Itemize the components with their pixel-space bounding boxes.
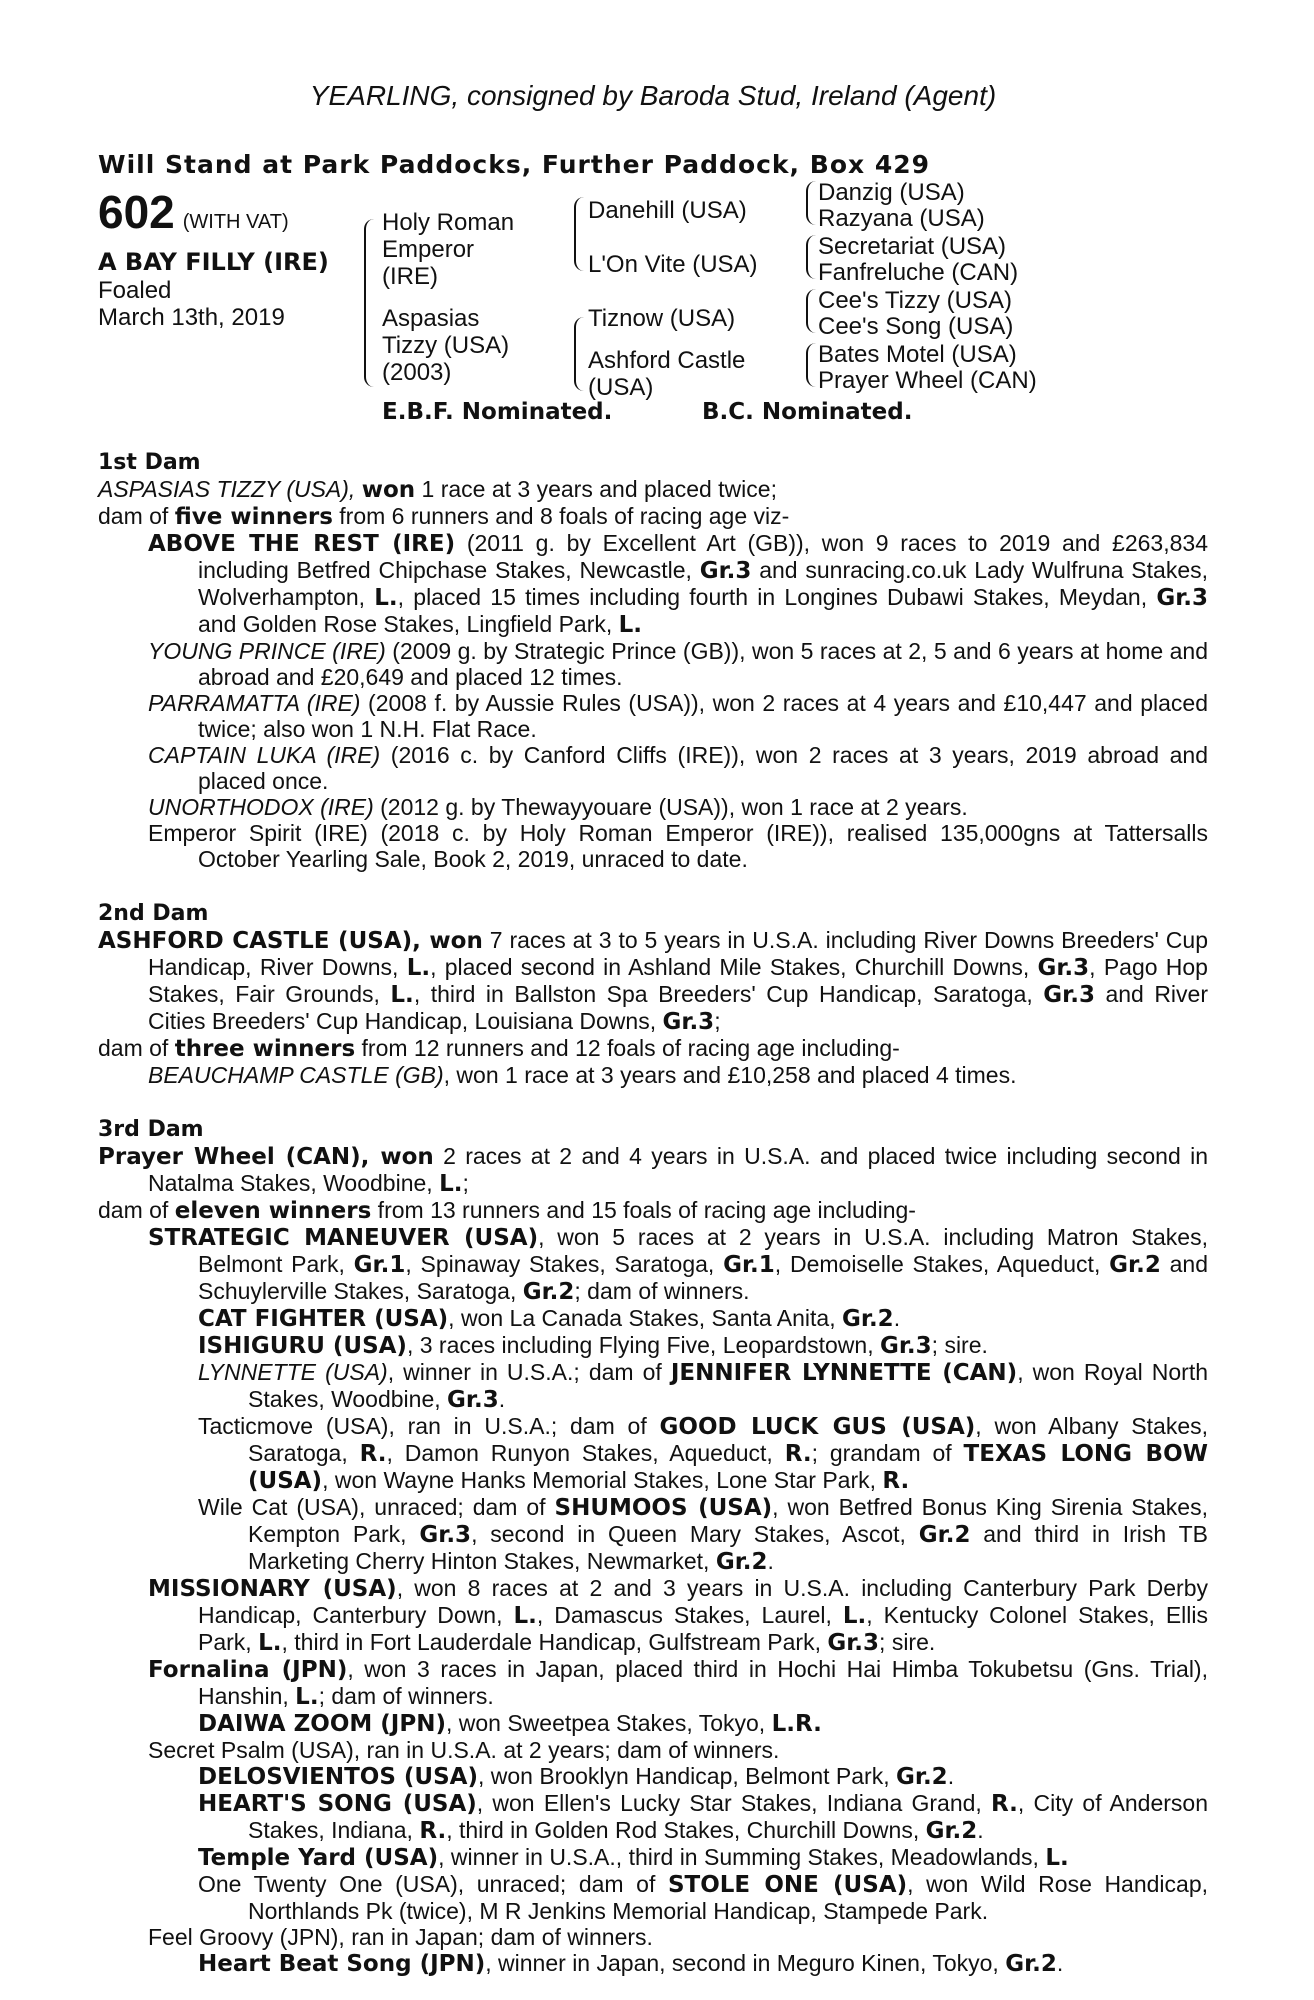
t-tac-j: R. <box>882 1468 910 1494</box>
progeny-entry: Secret Psalm (USA), ran in U.S.A. at 2 years; dam of winners. <box>148 1737 780 1763</box>
t-d1-p1h: and Golden Rose Stakes, Lingfield Park, <box>198 611 619 637</box>
first-dam-heading: 1st Dam <box>98 450 201 475</box>
ped-ssd: Razyana (USA) <box>818 205 985 232</box>
t-ish-a: ISHIGURU (USA) <box>198 1333 407 1359</box>
t-sm-f: , Demoiselle Stakes, Aqueduct, <box>774 1251 1110 1277</box>
t-d2-i: Gr.3 <box>1043 982 1095 1008</box>
progeny-entry <box>98 1844 1208 1871</box>
t-for-d: ; dam of winners. <box>318 1683 494 1709</box>
foaled-label: Foaled <box>98 277 172 304</box>
t-ot-c: , won Wild Rose Handicap, Northlands Pk (twice), M R Jenkins Memorial Handicap, Stampede Park. <box>248 1871 1209 1924</box>
t-mis-a: MISSIONARY (USA) <box>148 1576 397 1602</box>
t-cf-d: . <box>893 1305 901 1331</box>
t-ty-c: L. <box>1045 1845 1069 1871</box>
t-tac-f: R. <box>784 1441 812 1467</box>
t-lyn-f: . <box>498 1386 506 1412</box>
t-d1-ib: won <box>361 477 416 503</box>
progeny-entry: Feel Groovy (JPN), ran in Japan; dam of winners. <box>148 1924 653 1950</box>
ped-dds: Bates Motel (USA) <box>818 341 1017 368</box>
brace-3a <box>806 181 816 225</box>
brace-3d <box>806 343 816 387</box>
t-lyn-b: , winner in U.S.A.; dam of <box>387 1359 671 1385</box>
t-ty-b: , winner in U.S.A., third in Summing Stakes, Meadowlands, <box>438 1844 1046 1870</box>
t-cf-a: CAT FIGHTER (USA) <box>198 1306 449 1332</box>
t-lyn-a: LYNNETTE (USA) <box>198 1359 388 1385</box>
t-d3-da: dam of <box>98 1197 175 1223</box>
progeny-entry <box>98 742 1208 794</box>
progeny-entry <box>98 1494 1208 1575</box>
t-d1-p1b: (2011 g. by Excellent Art (GB)), won 9 races to 2019 and £263,834 including Betfred Chipchase Stakes, Newcastle, <box>198 530 1208 583</box>
t-d2-e: Gr.3 <box>1037 955 1090 981</box>
progeny-entry <box>98 1575 1208 1656</box>
t-d1-p5b: (2012 g. by Thewayyouare (USA)), won 1 race at 2 years. <box>373 794 968 820</box>
lot-description: A BAY FILLY (IRE) <box>98 248 329 276</box>
t-d2-k: Gr.3 <box>662 1009 715 1035</box>
brace-1 <box>364 219 376 387</box>
pedigree-block <box>98 179 1208 433</box>
t-dz-b: , won Sweetpea Stakes, Tokyo, <box>445 1710 772 1736</box>
progeny-entry <box>98 1871 1208 1924</box>
t-d3-db: eleven winners <box>174 1198 372 1224</box>
t-d1-p5a: UNORTHODOX (IRE) <box>148 794 374 820</box>
stand-location: Will Stand at Park Paddocks, Further Paddock, Box 429 <box>98 150 931 179</box>
t-d1-p3b: (2008 f. by Aussie Rules (USA)), won 2 races at 4 years and £10,447 and placed twice; also won 1 N.H. Flat Race. <box>198 690 1208 742</box>
t-wc-c: , won Betfred Bonus King Sirenia Stakes, Kempton Park, <box>248 1494 1208 1547</box>
t-for-b: , won 3 races in Japan, placed third in Hochi Hai Himba Tokubetsu (Gns. Trial), Hanshin, <box>198 1656 1208 1709</box>
t-mis-b: , won 8 races at 2 and 3 years in U.S.A. including Canterbury Park Derby Handicap, Canterbury Down, <box>198 1575 1208 1628</box>
brace-3b <box>806 235 816 279</box>
t-hb-b: , winner in Japan, second in Meguro Kinen, Tokyo, <box>485 1950 1006 1976</box>
t-d3-dc: from 13 runners and 15 foals of racing age including- <box>371 1197 916 1223</box>
ped-dsd: Cee's Song (USA) <box>818 313 1014 340</box>
t-tac-e: , Damon Runyon Stakes, Aqueduct, <box>386 1440 785 1466</box>
t-hs-c: R. <box>991 1791 1018 1817</box>
t-hb-c: Gr.2 <box>1005 1951 1057 1977</box>
progeny-entry <box>98 1332 1208 1359</box>
catalogue-page <box>98 80 1208 1977</box>
t-sm-i: Gr.2 <box>522 1279 575 1305</box>
t-d2-p1a: BEAUCHAMP CASTLE (GB) <box>148 1062 444 1088</box>
t-wc-h: Gr.2 <box>715 1549 768 1575</box>
t-d1-p1g: Gr.3 <box>1156 585 1208 611</box>
t-d1-p1a: ABOVE THE REST (IRE) <box>148 531 456 557</box>
t-d1-p4b: (2016 c. by Canford Cliffs (IRE)), won 2 races at 3 years, 2019 abroad and placed once. <box>198 742 1208 794</box>
second-dam-damof <box>98 1035 1208 1062</box>
t-ish-d: ; sire. <box>931 1332 988 1358</box>
t-del-b: , won Brooklyn Handicap, Belmont Park, <box>477 1763 896 1789</box>
t-d1-p4a: CAPTAIN LUKA (IRE) <box>148 742 381 768</box>
t-mis-f: , Kentucky Colonel Stakes, Ellis Park, <box>198 1602 1208 1655</box>
t-d2-b: 7 races at 3 to 5 years in U.S.A. including River Downs Breeders' Cup Handicap, River Downs, <box>148 927 1208 980</box>
t-d2-l: ; <box>714 1008 721 1034</box>
vat-note: (WITH VAT) <box>182 211 289 233</box>
t-mis-d: , Damascus Stakes, Laurel, <box>536 1602 843 1628</box>
t-dz-c: L.R. <box>771 1711 822 1737</box>
t-d2-dc: from 12 runners and 12 foals of racing age including- <box>355 1035 900 1061</box>
t-hs-h: . <box>977 1817 984 1843</box>
progeny-entry: Emperor Spirit (IRE) (2018 c. by Holy Roman Emperor (IRE)), realised 135,000gns at Tattersalls October Yearling Sale, Book 2, 2019, unraced to date. <box>148 820 1208 872</box>
t-wc-b: SHUMOOS (USA) <box>554 1495 773 1521</box>
foaled-date: March 13th, 2019 <box>98 304 285 331</box>
ped-sss: Danzig (USA) <box>818 179 965 206</box>
t-wc-e: , second in Queen Mary Stakes, Ascot, <box>471 1521 919 1547</box>
t-sm-a: STRATEGIC MANEUVER (USA) <box>148 1225 539 1251</box>
third-dam-damof <box>98 1197 1208 1224</box>
t-mis-i: Gr.3 <box>827 1630 880 1656</box>
t-d3-a: Prayer Wheel (CAN), won <box>98 1144 434 1170</box>
t-tac-i: , won Wayne Hanks Memorial Stakes, Lone Star Park, <box>322 1467 883 1493</box>
progeny-entry <box>98 794 1208 820</box>
brace-3c <box>806 289 816 333</box>
t-d1-db: five winners <box>174 504 333 530</box>
t-d1-p1e: L. <box>374 585 398 611</box>
t-tac-d: R. <box>359 1441 387 1467</box>
t-wc-g: and third in Irish TB Marketing Cherry Hinton Stakes, Newmarket, <box>248 1521 1208 1574</box>
brace-2b <box>574 317 586 391</box>
t-d1-p1c: Gr.3 <box>699 558 752 584</box>
t-tac-g: ; grandam of <box>811 1440 964 1466</box>
t-d2-d: , placed second in Ashland Mile Stakes, Churchill Downs, <box>430 954 1038 980</box>
t-mis-e: L. <box>842 1603 867 1629</box>
t-lyn-e: Gr.3 <box>447 1387 499 1413</box>
t-sm-g: Gr.2 <box>1109 1252 1161 1278</box>
t-tac-c: , won Albany Stakes, Saratoga, <box>248 1413 1209 1466</box>
t-d1-p1i: L. <box>618 612 643 638</box>
first-dam-section <box>98 449 1208 872</box>
sire: Holy Roman Emperor (IRE) <box>382 209 515 290</box>
t-del-d: . <box>947 1763 955 1789</box>
t-d1-ic: 1 race at 3 years and placed twice; <box>415 476 777 502</box>
progeny-entry <box>98 1950 1208 1977</box>
t-sm-b: , won 5 races at 2 years in U.S.A. including Matron Stakes, Belmont Park, <box>198 1224 1208 1277</box>
t-ot-a: One Twenty One (USA), unraced; dam of <box>198 1871 668 1897</box>
ped-dss: Cee's Tizzy (USA) <box>818 287 1012 314</box>
t-sm-c: Gr.1 <box>353 1252 406 1278</box>
t-lyn-c: JENNIFER LYNNETTE (CAN) <box>670 1360 1018 1386</box>
progeny-entry <box>98 638 1208 690</box>
progeny-entry <box>98 1359 1208 1413</box>
progeny-entry <box>98 1305 1208 1332</box>
third-dam-section <box>98 1116 1208 1977</box>
t-ot-b: STOLE ONE (USA) <box>667 1872 908 1898</box>
dam-sire: Tiznow (USA) <box>588 305 736 332</box>
t-d2-da: dam of <box>98 1035 175 1061</box>
progeny-entry <box>98 1413 1208 1494</box>
t-ty-a: Temple Yard (USA) <box>198 1845 439 1871</box>
progeny-entry <box>98 1224 1208 1305</box>
t-d2-c: L. <box>406 955 431 981</box>
brace-2a <box>574 197 586 271</box>
ped-sdd: Fanfreluche (CAN) <box>818 259 1019 286</box>
third-dam-record <box>98 1143 1208 1197</box>
t-d1-p1f: , placed 15 times including fourth in Longines Dubawi Stakes, Meydan, <box>397 584 1157 610</box>
t-d3-b: 2 races at 2 and 4 years in U.S.A. and placed twice including second in Natalma Stakes, Woodbine, <box>148 1143 1208 1196</box>
t-d3-c: L. <box>439 1171 463 1197</box>
progeny-entry <box>98 1763 1208 1790</box>
bc-nominated: B.C. Nominated. <box>702 399 913 425</box>
t-wc-i: . <box>767 1548 774 1574</box>
progeny-entry <box>98 690 1208 742</box>
t-d3-d: ; <box>462 1170 469 1196</box>
first-dam-name: ASPASIAS TIZZY (USA), <box>98 476 362 502</box>
lot-number-line <box>98 187 289 247</box>
second-dam-section <box>98 900 1208 1088</box>
t-wc-a: Wile Cat (USA), unraced; dam of <box>198 1494 555 1520</box>
t-hs-d: , City of Anderson Stakes, Indiana, <box>248 1790 1209 1843</box>
t-d1-p3a: PARRAMATTA (IRE) <box>148 690 361 716</box>
t-d2-j: and River Cities Breeders' Cup Handicap, Louisiana Downs, <box>148 981 1208 1034</box>
t-ish-c: Gr.3 <box>879 1333 932 1359</box>
t-lyn-d: , won Royal North Stakes, Woodbine, <box>248 1359 1209 1412</box>
t-tac-b: GOOD LUCK GUS (USA) <box>659 1414 976 1440</box>
t-d1-p2a: YOUNG PRINCE (IRE) <box>148 638 386 664</box>
t-wc-f: Gr.2 <box>918 1522 971 1548</box>
page-header: YEARLING, consigned by Baroda Stud, Ireland (Agent) <box>309 80 997 111</box>
t-sm-e: Gr.1 <box>723 1252 775 1278</box>
t-hs-f: , third in Golden Rod Stakes, Churchill Downs, <box>446 1817 926 1843</box>
t-d1-p1d: and sunracing.co.uk Lady Wulfruna Stakes, Wolverhampton, <box>198 557 1208 610</box>
dam: Aspasias Tizzy (USA) (2003) <box>382 305 510 386</box>
t-sm-h: and Schuylerville Stakes, Saratoga, <box>198 1251 1208 1304</box>
t-d2-db: three winners <box>174 1036 356 1062</box>
t-hs-a: HEART'S SONG (USA) <box>198 1791 477 1817</box>
progeny-entry <box>98 1062 1208 1088</box>
t-hb-d: . <box>1056 1950 1064 1976</box>
ped-ddd: Prayer Wheel (CAN) <box>818 367 1037 394</box>
t-d1-da: dam of <box>98 503 175 529</box>
lot-number: 602 <box>98 186 175 238</box>
progeny-entry <box>98 1710 1208 1737</box>
sire-dam: L'On Vite (USA) <box>588 251 758 278</box>
progeny-entry <box>98 1656 1208 1710</box>
t-for-a: Fornalina (JPN) <box>148 1657 348 1683</box>
first-dam-damof <box>98 503 1208 530</box>
sire-sire: Danehill (USA) <box>588 197 747 224</box>
t-mis-j: ; sire. <box>879 1629 936 1655</box>
t-d1-p2b: (2009 g. by Strategic Prince (GB)), won 5 races at 2, 5 and 6 years at home and abroad and £20,649 and placed 12 times. <box>198 638 1208 690</box>
t-del-c: Gr.2 <box>896 1764 948 1790</box>
second-dam-heading: 2nd Dam <box>98 901 209 926</box>
t-d2-g: L. <box>390 982 414 1008</box>
dam-dam: Ashford Castle (USA) <box>588 347 746 401</box>
progeny-entry <box>98 530 1208 638</box>
t-d2-a: ASHFORD CASTLE (USA), won <box>98 928 483 954</box>
t-d2-p1b: , won 1 race at 3 years and £10,258 and placed 4 times. <box>443 1062 1017 1088</box>
t-d2-f: , Pago Hop Stakes, Fair Grounds, <box>148 954 1208 1007</box>
t-sm-d: , Spinaway Stakes, Saratoga, <box>405 1251 724 1277</box>
ebf-nominated: E.B.F. Nominated. <box>382 399 613 425</box>
t-hb-a: Heart Beat Song (JPN) <box>198 1951 486 1977</box>
t-cf-b: , won La Canada Stakes, Santa Anita, <box>448 1305 842 1331</box>
t-hs-e: R. <box>419 1818 447 1844</box>
third-dam-heading: 3rd Dam <box>98 1117 204 1142</box>
progeny-entry <box>98 1790 1208 1844</box>
t-d2-h: , third in Ballston Spa Breeders' Cup Handicap, Saratoga, <box>413 981 1044 1007</box>
t-mis-g: L. <box>258 1630 282 1656</box>
t-hs-g: Gr.2 <box>925 1818 978 1844</box>
t-wc-d: Gr.3 <box>419 1522 472 1548</box>
t-sm-j: ; dam of winners. <box>574 1278 750 1304</box>
t-dz-a: DAIWA ZOOM (JPN) <box>198 1711 446 1737</box>
first-dam-intro <box>98 476 1208 503</box>
t-tac-a: Tacticmove (USA), ran in U.S.A.; dam of <box>198 1413 660 1439</box>
t-d1-dc: from 6 runners and 8 foals of racing age viz- <box>332 503 790 529</box>
t-mis-h: , third in Fort Lauderdale Handicap, Gulfstream Park, <box>281 1629 828 1655</box>
t-for-c: L. <box>295 1684 319 1710</box>
ped-sds: Secretariat (USA) <box>818 233 1007 260</box>
t-mis-c: L. <box>513 1603 537 1629</box>
second-dam-record <box>98 927 1208 1035</box>
t-cf-c: Gr.2 <box>842 1306 894 1332</box>
t-del-a: DELOSVIENTOS (USA) <box>198 1764 478 1790</box>
t-ish-b: , 3 races including Flying Five, Leopardstown, <box>406 1332 880 1358</box>
t-tac-h: TEXAS LONG BOW (USA) <box>248 1441 1208 1494</box>
t-hs-b: , won Ellen's Lucky Star Stakes, Indiana Grand, <box>476 1790 992 1816</box>
